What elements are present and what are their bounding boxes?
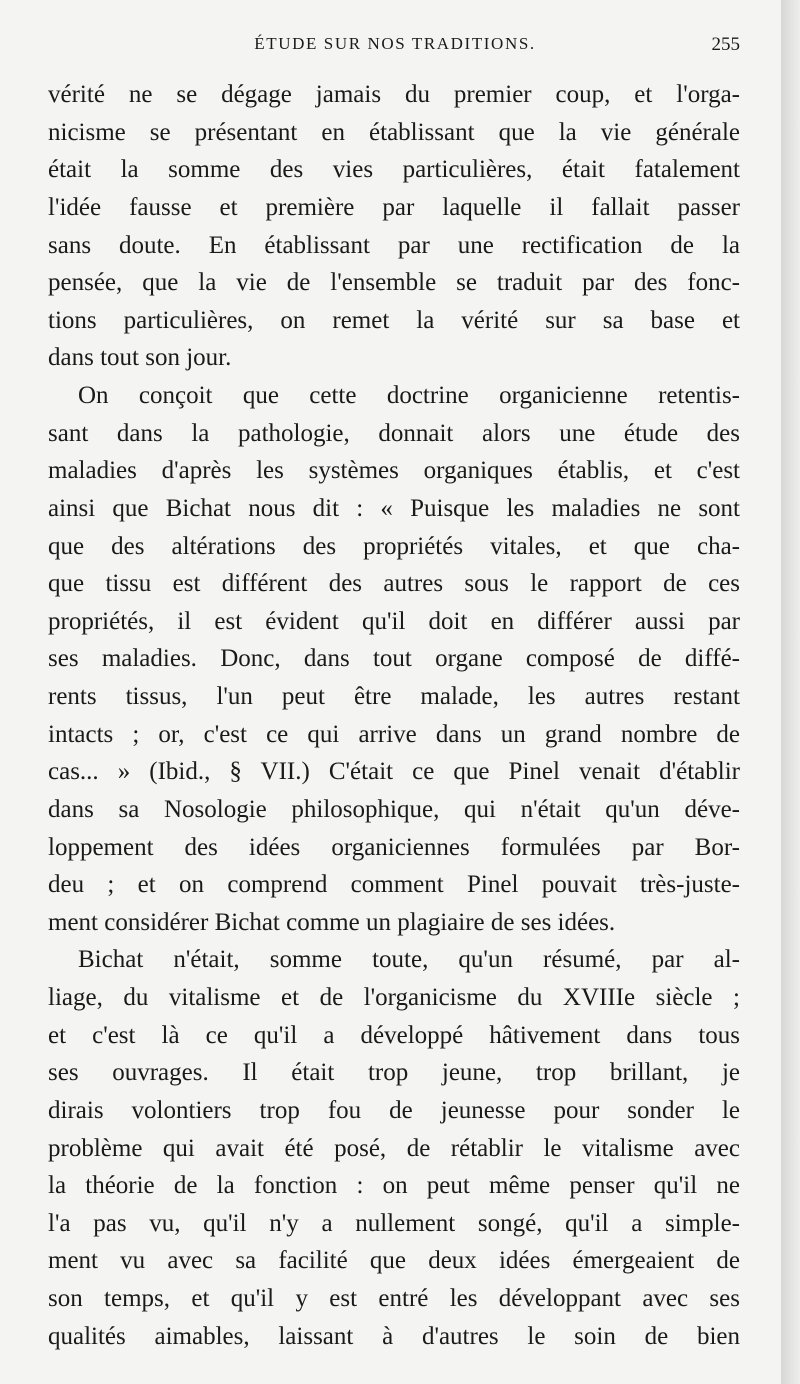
- page-edge: [781, 0, 800, 1384]
- text-line: ainsi que Bichat nous dit : « Puisque les maladies ne sont: [48, 494, 740, 522]
- page-number: 255: [711, 34, 740, 55]
- text-line: tions particulières, on remet la vérité sur sa base et: [48, 306, 740, 334]
- text-line: propriétés, il est évident qu'il doit en différer aussi par: [48, 607, 740, 635]
- text-line: ment vu avec sa facilité que deux idées émergeaient de: [48, 1247, 740, 1275]
- text-line: était la somme des vies particulières, était fatalement: [48, 156, 740, 184]
- text-line: ses maladies. Donc, dans tout organe composé de diffé-: [48, 645, 740, 673]
- text-line: nicisme se présentant en établissant que la vie générale: [48, 118, 740, 146]
- text-line: la théorie de la fonction : on peut même penser qu'il ne: [48, 1172, 740, 1200]
- text-line: pensée, que la vie de l'ensemble se traduit par des fonc-: [48, 269, 740, 297]
- text-line: ment considérer Bichat comme un plagiaire de ses idées.: [48, 908, 616, 936]
- text-line: liage, du vitalisme et de l'organicisme du XVIIIe siècle ;: [48, 984, 740, 1011]
- text-line: vérité ne se dégage jamais du premier coup, et l'orga-: [48, 81, 740, 108]
- text-line: que tissu est différent des autres sous le rapport de ces: [48, 570, 740, 598]
- text-line: loppement des idées organiciennes formulées par Bor-: [48, 833, 740, 861]
- text-line: intacts ; or, c'est ce qui arrive dans un grand nombre de: [48, 720, 740, 748]
- text-line: son temps, et qu'il y est entré les développant avec ses: [48, 1285, 740, 1312]
- text-line: rents tissus, l'un peut être malade, les autres restant: [48, 683, 740, 710]
- running-title: ÉTUDE SUR NOS TRADITIONS.: [254, 34, 536, 53]
- text-line: l'idée fausse et première par laquelle il fallait passer: [48, 193, 740, 221]
- text-line: dans tout son jour.: [48, 344, 232, 372]
- text-line: dans sa Nosologie philosophique, qui n'était qu'un déve-: [48, 795, 740, 823]
- text-line: l'a pas vu, qu'il n'y a nullement songé, qu'il a simple-: [48, 1209, 740, 1237]
- text-line: dirais volontiers trop fou de jeunesse pour sonder le: [48, 1096, 740, 1124]
- text-line: deu ; et on comprend comment Pinel pouvait très-juste-: [48, 871, 740, 899]
- text-line: que des altérations des propriétés vitales, et que cha-: [48, 532, 740, 560]
- text-line: sant dans la pathologie, donnait alors une étude des: [48, 419, 740, 447]
- text-line: On conçoit que cette doctrine organicienne retentis-: [78, 382, 740, 409]
- text-line: problème qui avait été posé, de rétablir le vitalisme avec: [48, 1134, 740, 1162]
- text-line: maladies d'après les systèmes organiques établis, et c'est: [48, 457, 740, 485]
- text-line: cas... » (Ibid., § VII.) C'était ce que Pinel venait d'établir: [48, 758, 740, 786]
- text-line: et c'est là ce qu'il a développé hâtivement dans tous: [48, 1021, 740, 1049]
- text-line: ses ouvrages. Il était trop jeune, trop brillant, je: [48, 1059, 740, 1087]
- text-line: sans doute. En établissant par une rectification de la: [48, 231, 740, 259]
- body-text: [48, 76, 740, 1355]
- text-line: qualités aimables, laissant à d'autres le soin de bien: [48, 1322, 740, 1350]
- text-line: Bichat n'était, somme toute, qu'un résumé, par al-: [78, 946, 740, 974]
- page-header: [50, 34, 740, 60]
